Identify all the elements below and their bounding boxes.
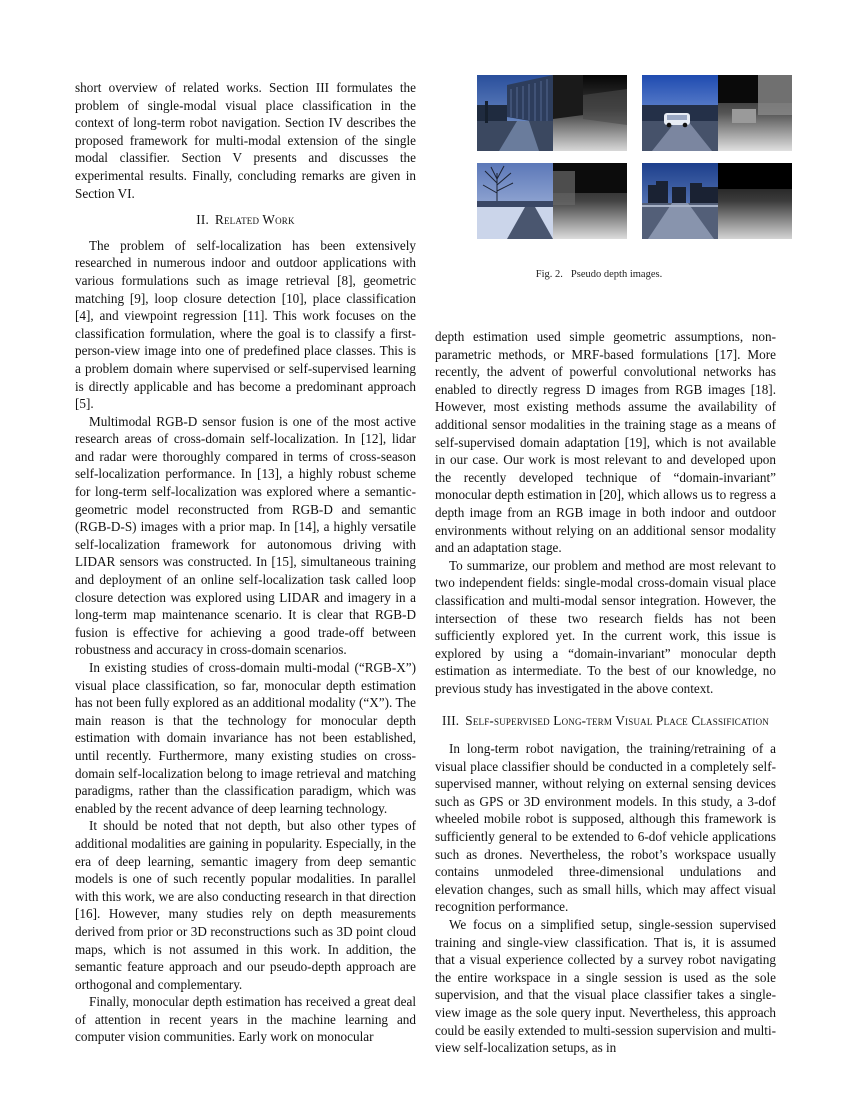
figure-caption-text: Pseudo depth images. xyxy=(570,269,663,280)
paragraph: The problem of self-localization has been extensively researched in numerous indoor and outdoor applications with various formulations such as image retrieval [8], geometric matching [9], loop closure detection [10], place classification [4], and viewpoint regression [11]. This work focuses on the classification formulation, where the goal is to classify a first-person-view image into one of predefined place classes. This is a problem domain where supervised or self-supervised learning is directly applicable and has become a predominant approach [5]. xyxy=(75,237,416,412)
figure-image-grid xyxy=(472,75,794,240)
section-heading-related-work xyxy=(75,211,416,229)
paragraph: Multimodal RGB-D sensor fusion is one of the most active research areas of cross-domain self-localization. In [12], lidar and radar were thoroughly compared in terms of cross-season self-localization performance. In [13], a highly robust scheme for long-term self-localization was explored where a semantic-geometric model reconstructed from RGB-D and semantic (RGB-D-S) images with a prior map. In [14], a highly versatile self-localization framework for autonomous driving with LIDAR sensors was constructed. In [15], simultaneous training and deployment of an online self-localization task called loop closure detection was explored using LIDAR and imagery in a long-term map maintenance scenario. It is clear that RGB-D fusion is effective for achieving a good trade-off between robustness and accuracy in cross-domain scenarios. xyxy=(75,413,416,658)
paragraph: Finally, monocular depth estimation has received a great deal of attention in recent years in the machine learning and computer vision communities. Early work on monocular xyxy=(75,994,416,1045)
paragraph: To summarize, our problem and method are most relevant to two independent fields: single-modal cross-domain visual place classification and multi-modal sensor integration. However, the intersection of these two research fields has not been sufficiently explored yet. In the current work, this issue is explored by using a “domain-invariant” monocular depth estimation as intermediate. To the best of our knowledge, no previous study has investigated in the above context. xyxy=(435,557,776,696)
pseudo-depth-image xyxy=(718,163,792,239)
image-pair xyxy=(477,163,627,239)
rgb-scene-image xyxy=(477,75,553,151)
rgb-scene-image xyxy=(642,163,718,239)
pseudo-depth-image xyxy=(553,163,627,239)
section-number: II. xyxy=(196,212,209,228)
image-pair xyxy=(477,75,627,151)
paragraph: In existing studies of cross-domain multi-modal (“RGB-X”) visual place classification, so far, monocular depth estimation has not been fully explored as an additional modality (“X”). The main reason is that the technology for monocular depth estimation with domain invariance has not been established, until recently. Furthermore, many existing studies on cross-domain self-localization belong to image retrieval and matching paradigms, rather than the classification paradigm, which was enabled by the recent advance of deep learning technology. xyxy=(75,660,416,816)
figure-caption xyxy=(472,269,734,280)
left-column xyxy=(75,79,416,1046)
pseudo-depth-image xyxy=(718,75,792,151)
rgb-scene-image xyxy=(642,75,718,151)
section-title: Self-supervised Long-term Visual Place Classification xyxy=(465,713,769,729)
right-column xyxy=(435,328,776,1057)
pseudo-depth-image xyxy=(553,75,627,151)
figure-label: Fig. 2. xyxy=(535,269,563,280)
paragraph: We focus on a simplified setup, single-session supervised training and single-view classification. That is, it is assumed that a visual experience collected by a survey robot navigating the entire workspace in a single session is used as the sole supervision, and that the visual place classifier takes a single-view image as the sole query input. Nevertheless, this approach could be easily extended to multi-session supervision and multi-view self-localization setups, as in xyxy=(435,917,776,1056)
image-pair xyxy=(642,163,792,239)
intro-paragraph-end: short overview of related works. Section III formulates the problem of single-modal visual place classification in the context of long-term robot navigation. Section IV describes the proposed framework for multi-modal extension of the single modal classifier. Section V presents and discusses the experimental results. Finally, concluding remarks are given in Section VI. xyxy=(75,80,416,201)
paragraph: In long-term robot navigation, the training/retraining of a visual place classifier should be conducted in a completely self-supervised manner, without relying on external sensing devices such as GPS or 3D environment models. In this study, a 3-dof wheeled mobile robot is supposed, although this framework is sufficiently general to be extended to 6-dof vehicle applications such as drones. Nevertheless, the robot’s workspace usually contains unmodeled three-dimensional undulations and elevation changes, such as small hills, which may affect visual recognition performance. xyxy=(435,741,776,915)
paragraph: It should be noted that not depth, but also other types of additional modalities are gaining in popularity. Especially, in the era of deep learning, semantic imagery from deep semantic models is one of such recently popular modalities. In parallel with this work, we are also conducting research in that direction [16]. However, many studies rely on depth measurements derived from prior or 3D reconstructions such as 3D point cloud maps, which is not assumed in this work. In addition, the semantic feature approach and our pseudo-depth approach are orthogonal and complementary. xyxy=(75,818,416,992)
image-pair xyxy=(642,75,792,151)
rgb-scene-image xyxy=(477,163,553,239)
figure-pseudo-depth xyxy=(472,75,794,290)
section-number: III. xyxy=(442,713,460,729)
section-heading-visual-place-classification xyxy=(435,712,776,730)
paragraph: depth estimation used simple geometric assumptions, non-parametric methods, or MRF-based formulations [17]. More recently, the advent of powerful convolutional networks has enabled to directly regress D images from RGB images [18]. However, most existing methods assume the availability of additional sensor modalities in the training stage as a means of self-supervised domain adaptation [19], which is not available in our case. Our work is most relevant to and developed upon the recently developed technique of “domain-invariant” monocular depth estimation in [20], which allows us to regress a depth image from an RGB image in both indoor and outdoor environments without relying on an additional sensor modality and an adaptation stage. xyxy=(435,329,776,556)
section-title: Related Work xyxy=(214,212,295,228)
